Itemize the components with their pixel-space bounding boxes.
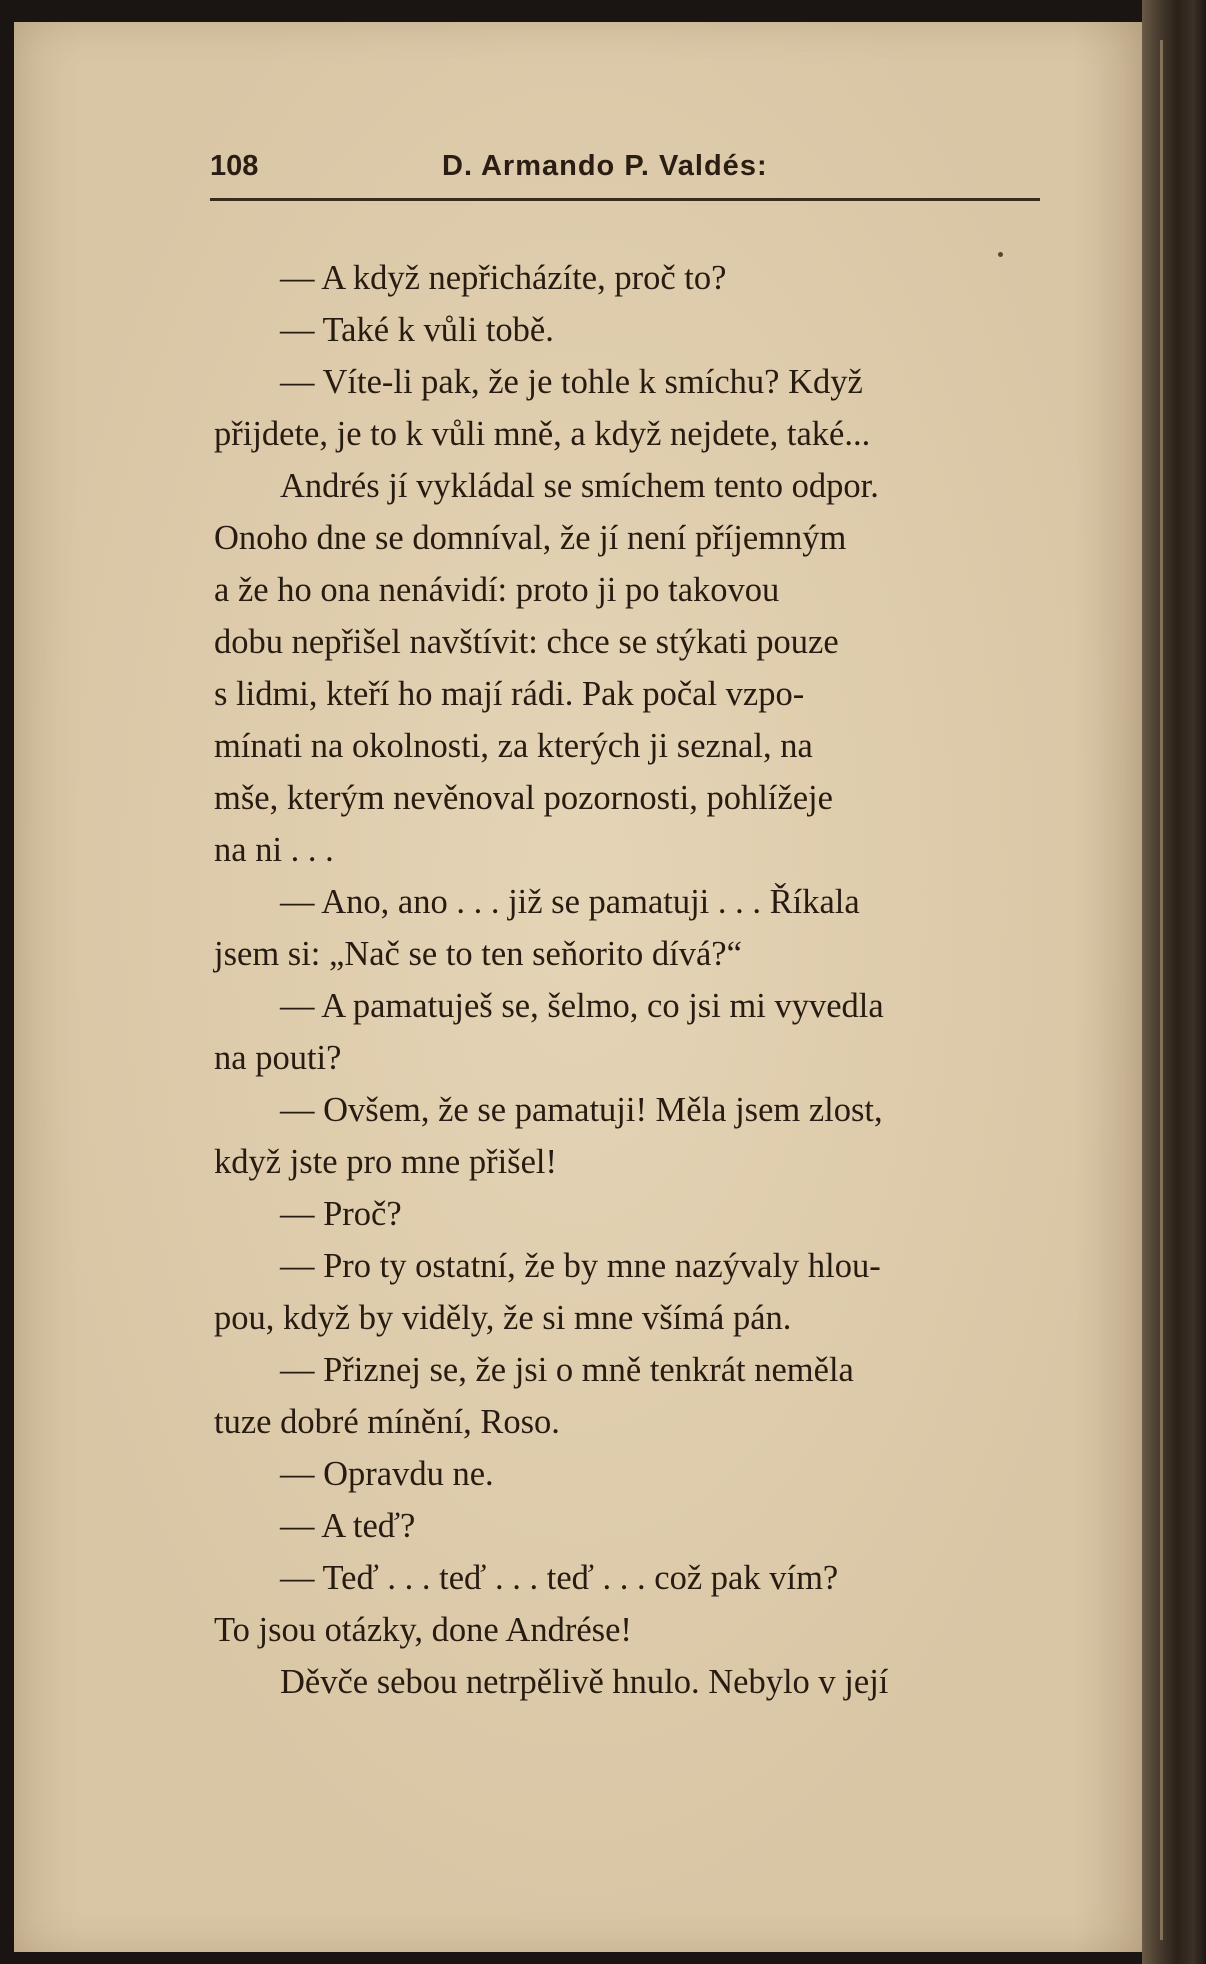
text-line: Děvče sebou netrpělivě hnulo. Nebylo v její [280,1663,889,1701]
text-line: a že ho ona nenávidí: proto ji po takovou [214,571,780,609]
text-line: přijdete, je to k vůli mně, a když nejdete, také... [214,415,871,453]
text-line: mínati na okolnosti, za kterých ji seznal, na [214,727,813,765]
text-line: když jste pro mne přišel! [214,1143,557,1181]
text-line: — A když nepřicházíte, proč to? [280,259,727,297]
text-line: Andrés jí vykládal se smíchem tento odpor. [280,467,879,505]
text-line: — A pamatuješ se, šelmo, co jsi mi vyvedla [280,987,884,1025]
book-spine [1142,0,1206,1964]
text-line: To jsou otázky, done Andrése! [214,1611,632,1649]
text-line: mše, kterým nevěnoval pozornosti, pohlížeje [214,779,833,817]
text-line: — Proč? [280,1195,402,1233]
text-line: pou, když by viděly, že si mne všímá pán. [214,1299,792,1337]
text-line: — Víte-li pak, že je tohle k smíchu? Když [280,363,863,401]
text-line: — Přiznej se, že jsi o mně tenkrát neměla [280,1351,854,1389]
text-line: na ni . . . [214,831,334,869]
page-number: 108 [210,150,259,182]
text-line: — Teď . . . teď . . . teď . . . což pak vím? [280,1559,839,1597]
text-line: — A teď? [280,1507,416,1545]
text-line: Onoho dne se domníval, že jí není příjemným [214,519,847,557]
text-line: dobu nepřišel navštívit: chce se stýkati pouze [214,623,839,661]
text-line: — Také k vůli tobě. [280,311,554,349]
text-line: — Opravdu ne. [280,1455,494,1493]
page-header [210,150,1040,200]
running-title: D. Armando P. Valdés: [442,150,768,182]
text-line: tuze dobré mínění, Roso. [214,1403,560,1441]
body-text [214,252,1058,1708]
text-line: s lidmi, kteří ho mají rádi. Pak počal vzpo- [214,675,805,713]
header-rule [210,198,1040,201]
text-line: jsem si: „Nač se to ten seňorito dívá?“ [214,935,742,973]
text-line: — Ovšem, že se pamatuji! Měla jsem zlost, [280,1091,883,1129]
text-line: — Ano, ano . . . již se pamatuji . . . Říkala [280,883,860,921]
text-line: — Pro ty ostatní, že by mne nazývaly hlou- [280,1247,881,1285]
page-edge [1160,40,1163,1940]
text-line: na pouti? [214,1039,342,1077]
